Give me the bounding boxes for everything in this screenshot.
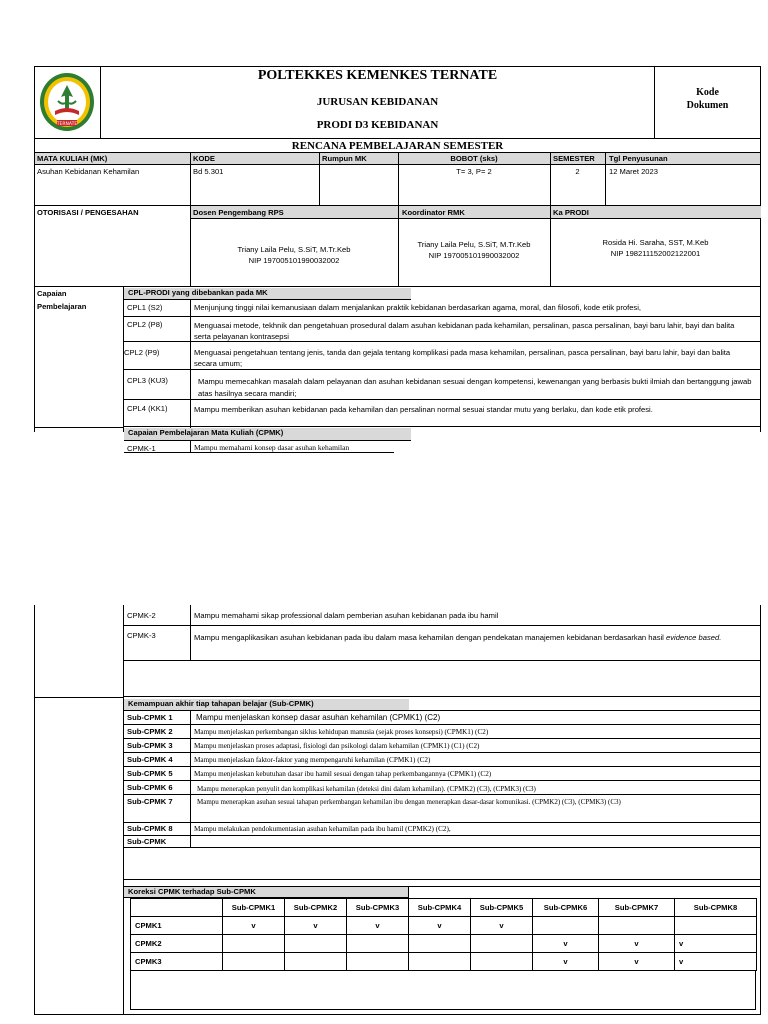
kode-label: Kode [696,87,719,98]
koreksi-cell [347,935,409,953]
logo-cell [34,66,101,139]
kaprodi-name: Rosida Hi. Saraha, SST, M.Keb [602,238,709,247]
cp-separator [34,427,124,428]
koreksi-grid [130,898,757,971]
koreksi-cell [471,935,533,953]
sub-cpmk7-code: Sub-CPMK 7 [127,797,173,806]
koreksi-cell [599,917,675,935]
cpmk-header: Capaian Pembelajaran Mata Kuliah (CPMK) [124,428,411,441]
cpl5-text: Mampu memberikan asuhan kebidanan pada kehamilan dan persalinan normal sesuai standar mutu yang berlaku, dan kode etik profesi. [194,405,653,414]
koreksi-row-cpmk1 [131,917,757,935]
tgl-value: 12 Maret 2023 [609,167,658,176]
cpl2-code: CPL2 (P8) [127,320,163,329]
cpl3-code: CPL2 (P9) [124,348,160,357]
poltekkes-logo [38,71,96,133]
sub-cpmk6-code: Sub-CPMK 6 [127,783,173,792]
sub-cpmk2-text: Mampu menjelaskan perkembangan siklus kehidupan manusia (sejak proses konsepsi) (CPMK1) (C2) [194,728,489,736]
sub-cpmk5-text: Mampu menjelaskan kebutuhan dasar ibu hamil sesuai dengan tahap perkembangannya (CPMK1) (C2) [194,770,492,778]
sub-cpmk3-text: Mampu menjelaskan proses adaptasi, fisiologi dan psikologi dalam kehamilan (CPMK1) (C1) (C2) [194,742,480,750]
koreksi-cell [533,917,599,935]
koreksi-cell [285,953,347,971]
sub-cpmk-header: Kemampuan akhir tiap tahapan belajar (Sub-CPMK) [124,699,409,711]
cpl4-code: CPL3 (KU3) [127,376,168,385]
sub-cpmk4-text: Mampu menjelaskan faktor-faktor yang mempengaruhi kehamilan (CPMK1) (C2) [194,756,431,764]
logo-text: TERNATE [56,122,78,127]
cp-label-2: Pembelajaran [37,302,87,311]
koreksi-cell: v [347,917,409,935]
koreksi-col-8: Sub-CPMK8 [675,899,757,917]
koreksi-cell: v [675,935,757,953]
koreksi-cell [675,917,757,935]
cpmk2-code: CPMK-2 [127,611,156,620]
cpl3-text: Menguasai pengetahuan tentang jenis, tanda dan gejala tentang komplikasi pada masa kehamilan, persalinan, pasca persalinan, bayi baru lahir, bayi dan balita secara umum; [194,348,731,368]
cpmk-empty-row [124,661,761,697]
koreksi-cell [223,953,285,971]
koreksi-corner-cell [131,899,223,917]
sub-cpmk5-code: Sub-CPMK 5 [127,769,173,778]
col-dosen: Dosen Pengembang RPS [193,208,284,217]
koreksi-cell [409,935,471,953]
koreksi-cell: v [533,953,599,971]
page2-mid-separator [124,848,761,880]
koreksi-cell: v [599,953,675,971]
sub-cpmk3-code: Sub-CPMK 3 [127,741,173,750]
koreksi-col-2: Sub-CPMK2 [285,899,347,917]
sub-cpmk-extra-code: Sub-CPMK [127,837,167,846]
cpl2-text: Menguasai metode, tekhnik dan pengetahuan prosedural dalam asuhan kebidanan pada kehamilan, persalinan, pasca persalinan, bayi baru lahir, bayi dan balita serta pelayanan kontrasepsi [194,321,735,341]
cpl-header: CPL-PRODI yang dibebankan pada MK [124,288,411,300]
kaprodi-nip: NIP 198211152002122001 [610,249,701,258]
cpmk1-text: Mampu memahami konsep dasar asuhan kehamilan [194,443,350,452]
koreksi-cell: v [599,935,675,953]
koreksi-bottom-space [130,970,756,1010]
col-koordinator: Koordinator RMK [402,208,465,217]
dokumen-label: Dokumen [686,100,729,111]
koreksi-row-label: CPMK3 [131,953,223,971]
koreksi-header-line [409,886,761,887]
cpl1-text: Menjunjung tinggi nilai kemanusiaan dalam menjalankan praktik kebidanan berdasarkan agama, moral, dan filosofi, kode etik profesi, [194,303,642,312]
koordinator-name: Triany Laila Pelu, S.SiT, M.Tr.Keb [417,240,531,249]
koordinator-nip: NIP 197005101990032002 [428,251,520,260]
col-mata-kuliah: MATA KULIAH (MK) [37,154,108,163]
department-name: JURUSAN KEBIDANAN [316,96,439,108]
dosen-name: Triany Laila Pelu, S.SiT, M.Tr.Keb [237,245,351,254]
kode-value: Bd 5.301 [193,167,224,176]
sub-cpmk1-code: Sub-CPMK 1 [127,713,173,722]
cpl5-code: CPL4 (KK1) [127,404,168,413]
koreksi-col-1: Sub-CPMK1 [223,899,285,917]
koreksi-cell: v [675,953,757,971]
cpmk3-text-italic: evidence based. [666,633,722,642]
sub-cpmk6-text: Mampu menerapkan penyulit dan komplikasi kehamilan (deteksi dini dalam kehamilan). (CPMK2) (C3), (CPMK3) (C3) [197,785,536,793]
col-tgl: Tgl Penyusunan [609,154,668,163]
cpl4-text: Mampu memecahkan masalah dalam pelayanan dan asuhan kebidanan sesuai dengan kompetensi, kewenangan yang berbasis bukti ilmiah dan bertanggung jawab atas hasilnya secara mandiri; [198,377,752,398]
koreksi-cell [409,953,471,971]
koreksi-cell: v [285,917,347,935]
koreksi-row-cpmk2 [131,935,757,953]
col-rumpun: Rumpun MK [322,154,367,163]
koreksi-row-label: CPMK2 [131,935,223,953]
sub-cpmk8-text: Mampu melakukan pendokumentasian asuhan kehamilan pada ibu hamil (CPMK2) (C2), [194,825,451,833]
koreksi-cell [347,953,409,971]
cpmk3-code: CPMK-3 [127,631,156,640]
sub-cpmk8-code: Sub-CPMK 8 [127,824,173,833]
auth-label: OTORISASI / PENGESAHAN [37,208,139,217]
koreksi-col-5: Sub-CPMK5 [471,899,533,917]
col-kode: KODE [193,154,215,163]
col-bobot: BOBOT (sks) [450,154,498,163]
koreksi-header-row [131,899,757,917]
mata-kuliah-value: Asuhan Kebidanan Kehamilan [37,167,140,176]
col-kaprodi: Ka PRODI [553,208,589,217]
koreksi-cell: v [223,917,285,935]
cpl1-code: CPL1 (S2) [127,303,163,312]
koreksi-cell [471,953,533,971]
koreksi-cell: v [409,917,471,935]
cpmk2-text: Mampu memahami sikap professional dalam pemberian asuhan kebidanan pada ibu hamil [194,611,499,620]
col-semester: SEMESTER [553,154,595,163]
institution-name: POLTEKKES KEMENKES TERNATE [257,68,498,83]
koreksi-cell [223,935,285,953]
koreksi-table [130,898,756,970]
sub-cpmk1-text: Mampu menjelaskan konsep dasar asuhan kehamilan (CPMK1) (C2) [196,713,441,722]
koreksi-cell [285,935,347,953]
page2-left-separator [34,697,124,698]
sub-cpmk-header-line [409,699,761,711]
koreksi-col-4: Sub-CPMK4 [409,899,471,917]
cpmk1-row-line [124,441,394,453]
koreksi-row-cpmk3 [131,953,757,971]
koreksi-cell: v [533,935,599,953]
document-title: RENCANA PEMBELAJARAN SEMESTER [34,139,761,153]
sub-cpmk4-code: Sub-CPMK 4 [127,755,173,764]
koreksi-cell: v [471,917,533,935]
cpmk1-code: CPMK-1 [127,444,156,453]
dosen-nip: NIP 197005101990032002 [248,256,340,265]
program-name: PRODI D3 KEBIDANAN [316,119,439,131]
cp-label-1: Capaian [37,289,67,298]
koreksi-col-6: Sub-CPMK6 [533,899,599,917]
sub-cpmk-extra-row [124,836,761,848]
cpmk3-text-main: Mampu mengaplikasikan asuhan kebidanan pada ibu dalam masa kehamilan dengan pendekatan manajemen kebidanan berdasarkan hasil [194,633,664,642]
koreksi-col-7: Sub-CPMK7 [599,899,675,917]
sub-cpmk2-code: Sub-CPMK 2 [127,727,173,736]
bobot-value: T= 3, P= 2 [456,167,492,176]
cpmk3-text [194,631,756,644]
semester-value: 2 [575,167,580,176]
sub-cpmk7-text: Mampu menerapkan asuhan sesuai tahapan perkembangan kehamilan ibu dengan menerapkan dasar-dasar komunikasi. (CPMK2) (C3), (CPMK3) (C3) [197,798,621,806]
koreksi-row-label: CPMK1 [131,917,223,935]
koreksi-col-3: Sub-CPMK3 [347,899,409,917]
koreksi-header: Koreksi CPMK terhadap Sub-CPMK [124,886,409,898]
